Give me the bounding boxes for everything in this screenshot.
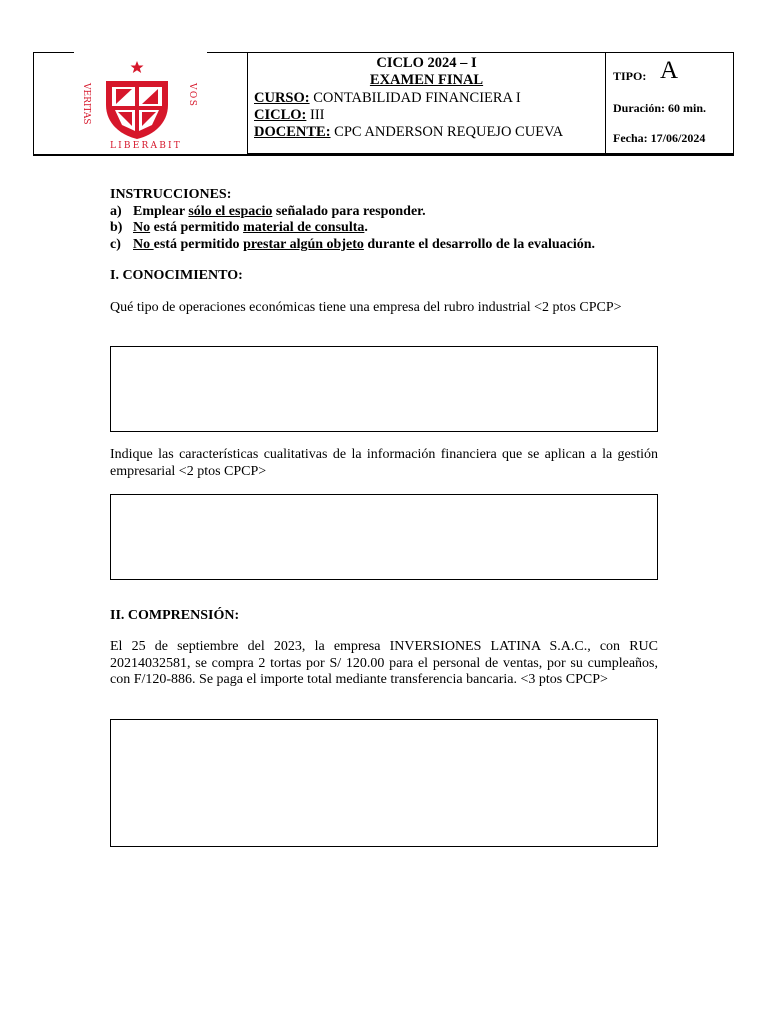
cycle-value: III — [306, 107, 325, 123]
instruction-item: a) Emplear sólo el espacio señalado para responder. — [110, 203, 426, 219]
star-icon — [131, 61, 144, 73]
cycle-line — [254, 107, 325, 124]
teacher-line — [254, 124, 563, 141]
question-1: Qué tipo de operaciones económicas tiene una empresa del rubro industrial <2 ptos CPCP> — [110, 300, 622, 315]
course-line — [254, 90, 521, 107]
logo-text-left — [81, 82, 91, 125]
logo-text-bottom — [110, 141, 182, 149]
exam-header — [33, 52, 734, 156]
logo-cell — [34, 53, 248, 154]
type-label: TIPO: — [613, 69, 647, 83]
answer-box-1[interactable] — [110, 346, 658, 432]
exam-title: EXAMEN FINAL — [369, 72, 484, 88]
teacher-value: CPC ANDERSON REQUEJO CUEVA — [330, 124, 564, 140]
svg-text:VOS: VOS — [187, 83, 197, 108]
course-value: CONTABILIDAD FINANCIERA I — [309, 90, 521, 106]
university-logo — [72, 59, 202, 149]
question-3: El 25 de septiembre del 2023, la empresa INVERSIONES LATINA S.A.C., con RUC 20214032581, se compra 2 tortas por S/ 120.00 para el personal de ventas, por su cumpleaños, con F/120-886. Se paga el importe total mediante transferencia bancaria. <3 ptos CPCP> — [110, 639, 658, 687]
instructions — [110, 187, 658, 253]
cycle-label: CICLO: — [254, 107, 307, 123]
instructions-title: INSTRUCCIONES: — [110, 187, 232, 202]
logo-text-right — [187, 82, 197, 107]
answer-box-3[interactable] — [110, 719, 658, 847]
type-value: A — [660, 57, 679, 84]
teacher-label: DOCENTE: — [254, 124, 331, 140]
section-1-title: I. CONOCIMIENTO: — [110, 268, 243, 283]
exam-meta-cell — [606, 53, 733, 154]
cycle-title: CICLO 2024 – I — [376, 55, 477, 71]
duration: Duración: 60 min. — [613, 101, 706, 115]
question-2: Indique las características cualitativas de la información financiera que se aplican a la gestión empresarial <2 ptos CPCP> — [110, 447, 658, 479]
course-label: CURSO: — [254, 90, 310, 106]
exam-date: Fecha: 17/06/2024 — [613, 131, 706, 145]
svg-text:LIBERABIT: LIBERABIT — [110, 141, 182, 149]
svg-text:VERITAS: VERITAS — [81, 83, 91, 125]
answer-box-2[interactable] — [110, 494, 658, 580]
instruction-item: c) No está permitido prestar algún objeto durante el desarrollo de la evaluación. — [110, 236, 596, 252]
exam-info-cell — [248, 53, 606, 154]
section-2-title: II. COMPRENSIÓN: — [110, 608, 240, 623]
instruction-item: b) No está permitido material de consulta. — [110, 220, 368, 235]
